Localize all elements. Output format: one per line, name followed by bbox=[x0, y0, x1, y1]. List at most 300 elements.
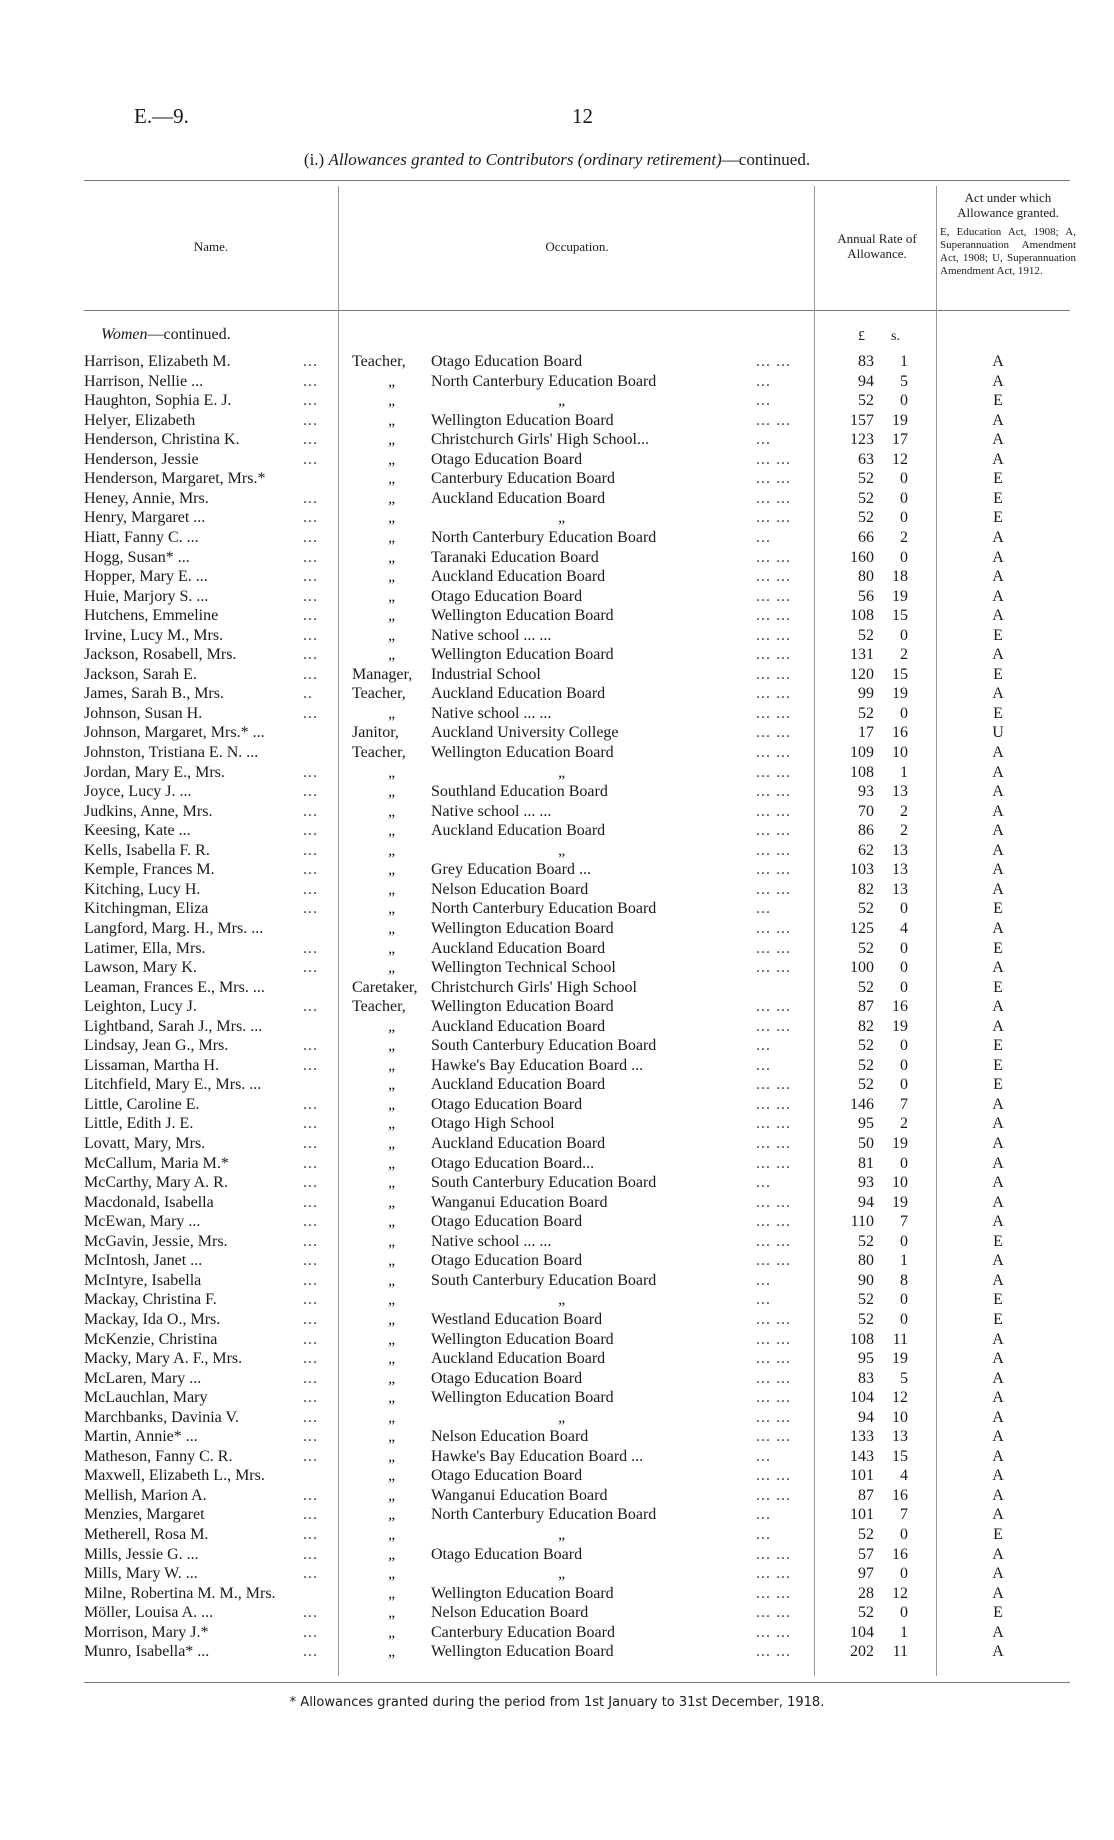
rate-pounds: 160 bbox=[850, 548, 874, 566]
ditto-mark: „ bbox=[388, 470, 397, 488]
act-code: A bbox=[992, 587, 1004, 605]
ditto-mark: „ bbox=[388, 1643, 397, 1661]
rate-shillings: 7 bbox=[900, 1095, 908, 1113]
table-row bbox=[0, 1056, 1114, 1076]
act-code: A bbox=[992, 1643, 1004, 1661]
leader-dots: ... ... bbox=[756, 489, 791, 507]
occupation-body: Native school ... ... bbox=[431, 1232, 552, 1250]
occupation-body: Hawke's Bay Education Board ... bbox=[431, 1056, 644, 1074]
leader-dots: ... ... bbox=[756, 1408, 791, 1426]
rate-pounds: 99 bbox=[858, 685, 874, 703]
act-code: A bbox=[992, 880, 1004, 898]
rate-pounds: 103 bbox=[850, 861, 874, 879]
rate-pounds: 108 bbox=[850, 763, 874, 781]
rate-shillings: 0 bbox=[900, 978, 908, 996]
act-code: A bbox=[992, 1545, 1004, 1563]
table-top-rule bbox=[84, 180, 1070, 181]
ditto-mark: „ bbox=[388, 1056, 397, 1074]
rate-pounds: 93 bbox=[858, 1174, 874, 1192]
caption-italic: Allowances granted to Contributors (ordinary retirement) bbox=[328, 150, 722, 169]
table-row bbox=[0, 978, 1114, 998]
leader-dots: ... ... bbox=[756, 470, 791, 488]
leader-dots: ... bbox=[756, 1056, 771, 1074]
caption-suffix: —continued. bbox=[721, 150, 811, 169]
act-code: A bbox=[992, 528, 1004, 546]
ditto-mark: „ bbox=[388, 1545, 397, 1563]
ditto-mark: „ bbox=[388, 1213, 397, 1231]
act-code: E bbox=[993, 1056, 1003, 1074]
table-row bbox=[0, 1408, 1114, 1428]
rate-shillings: 2 bbox=[900, 646, 908, 664]
act-code: A bbox=[992, 1350, 1004, 1368]
rate-pounds: 133 bbox=[850, 1428, 874, 1446]
ditto-mark: „ bbox=[388, 1291, 397, 1309]
leader-dots: ... ... bbox=[756, 939, 791, 957]
leader-dots: ... ... bbox=[756, 1643, 791, 1661]
rate-shillings: 13 bbox=[892, 783, 908, 801]
rate-shillings: 19 bbox=[892, 587, 908, 605]
rate-pounds: 87 bbox=[858, 998, 874, 1016]
person-name: McCallum, Maria M.* bbox=[84, 1154, 229, 1172]
act-code: A bbox=[992, 431, 1004, 449]
occupation-body: Auckland Education Board bbox=[431, 489, 606, 507]
page-number: 12 bbox=[572, 104, 593, 128]
rate-pounds: 202 bbox=[850, 1643, 874, 1661]
act-code: A bbox=[992, 1467, 1004, 1485]
occupation-body: Christchurch Girls' High School bbox=[431, 978, 637, 996]
occupation-body: Auckland Education Board bbox=[431, 1017, 606, 1035]
occupation-title: Janitor, bbox=[352, 724, 399, 742]
rate-shillings: 8 bbox=[900, 1271, 908, 1289]
rate-pounds: 70 bbox=[858, 802, 874, 820]
rate-shillings: 16 bbox=[892, 998, 908, 1016]
occupation-body: North Canterbury Education Board bbox=[431, 1506, 657, 1524]
leader-dots: ... bbox=[303, 607, 318, 625]
rate-shillings: 0 bbox=[900, 1037, 908, 1055]
leader-dots: ... bbox=[303, 1232, 318, 1250]
occupation-body: Wellington Education Board bbox=[431, 1643, 614, 1661]
rate-pounds: 87 bbox=[858, 1486, 874, 1504]
rate-shillings: 4 bbox=[900, 919, 908, 937]
table-row bbox=[0, 372, 1114, 392]
person-name: Judkins, Anne, Mrs. bbox=[84, 802, 213, 820]
ditto-mark: „ bbox=[388, 411, 397, 429]
act-code: A bbox=[992, 607, 1004, 625]
occupation-title: Caretaker, bbox=[352, 978, 418, 996]
act-code: A bbox=[992, 1271, 1004, 1289]
leader-dots: ... bbox=[303, 1154, 318, 1172]
rate-shillings: 19 bbox=[892, 411, 908, 429]
occupation-body: Wellington Education Board bbox=[431, 1389, 614, 1407]
rate-shillings: 2 bbox=[900, 528, 908, 546]
act-code: E bbox=[993, 1604, 1003, 1622]
table-row bbox=[0, 919, 1114, 939]
ditto-mark: „ bbox=[388, 1135, 397, 1152]
act-code: A bbox=[992, 372, 1004, 390]
leader-dots: ... bbox=[303, 665, 318, 683]
leader-dots: ... bbox=[303, 1135, 318, 1152]
leader-dots: ... bbox=[303, 959, 318, 977]
act-code: A bbox=[992, 1330, 1004, 1348]
ditto-mark: „ bbox=[388, 1447, 397, 1465]
ditto-mark: „ bbox=[388, 1310, 397, 1328]
leader-dots: .. bbox=[303, 685, 313, 703]
rate-pounds: 123 bbox=[850, 431, 874, 449]
leader-dots: ... ... bbox=[756, 822, 791, 840]
occupation-body: Auckland Education Board bbox=[431, 1076, 606, 1094]
leader-dots: ... ... bbox=[756, 744, 791, 761]
rate-pounds: 83 bbox=[858, 353, 874, 370]
leader-dots: ... bbox=[303, 1213, 318, 1231]
act-code: A bbox=[992, 1408, 1004, 1426]
leader-dots: ... ... bbox=[756, 1154, 791, 1172]
rate-pounds: 97 bbox=[858, 1565, 874, 1583]
leader-dots: ... ... bbox=[756, 959, 791, 977]
ditto-mark: „ bbox=[558, 509, 567, 527]
act-code: A bbox=[992, 646, 1004, 664]
act-code: A bbox=[992, 919, 1004, 937]
rate-shillings: 0 bbox=[900, 1154, 908, 1172]
ditto-mark: „ bbox=[388, 1623, 397, 1641]
rate-pounds: 66 bbox=[858, 528, 874, 546]
occupation-body: Wellington Education Board bbox=[431, 1584, 614, 1602]
leader-dots: ... ... bbox=[756, 646, 791, 664]
table-caption bbox=[0, 150, 1114, 170]
ditto-mark: „ bbox=[388, 1408, 397, 1426]
column-header-rate: Annual Rate of Allowance. bbox=[837, 231, 917, 261]
occupation-body: Canterbury Education Board bbox=[431, 470, 615, 488]
occupation-body: Wellington Education Board bbox=[431, 998, 614, 1016]
column-header-occupation: Occupation. bbox=[545, 239, 609, 254]
act-code: A bbox=[992, 1174, 1004, 1192]
person-name: Macdonald, Isabella bbox=[84, 1193, 214, 1211]
act-code: A bbox=[992, 744, 1004, 761]
act-code: A bbox=[992, 1213, 1004, 1231]
person-name: McLaren, Mary ... bbox=[84, 1369, 202, 1387]
rate-pounds: 94 bbox=[858, 372, 874, 390]
occupation-body: Otago Education Board bbox=[431, 353, 583, 370]
occupation-body: Otago Education Board bbox=[431, 1252, 583, 1270]
table-bottom-rule bbox=[84, 1682, 1070, 1683]
table-row bbox=[0, 645, 1114, 665]
occupation-body: Nelson Education Board bbox=[431, 880, 589, 898]
rate-shillings: 11 bbox=[892, 1330, 908, 1348]
leader-dots: ... bbox=[303, 880, 318, 898]
rate-pounds: 131 bbox=[850, 646, 874, 664]
rate-pounds: 62 bbox=[858, 841, 874, 859]
ditto-mark: „ bbox=[388, 568, 397, 586]
rate-shillings: 2 bbox=[900, 802, 908, 820]
occupation-body: Taranaki Education Board bbox=[431, 548, 599, 566]
table-row bbox=[0, 626, 1114, 646]
leader-dots: ... bbox=[303, 1565, 318, 1583]
act-code: A bbox=[992, 1447, 1004, 1465]
person-name: Johnson, Margaret, Mrs.* ... bbox=[84, 724, 265, 742]
rate-shillings: 15 bbox=[892, 1447, 908, 1465]
table-row bbox=[0, 1251, 1114, 1271]
ditto-mark: „ bbox=[388, 704, 397, 722]
occupation-body: Auckland Education Board bbox=[431, 1350, 606, 1368]
act-code: E bbox=[993, 978, 1003, 996]
rate-pounds: 56 bbox=[858, 587, 874, 605]
act-code: A bbox=[992, 1154, 1004, 1172]
rate-shillings: 0 bbox=[900, 470, 908, 488]
leader-dots: ... ... bbox=[756, 1467, 791, 1485]
table-header-rule bbox=[84, 310, 1070, 311]
person-name: Hiatt, Fanny C. ... bbox=[84, 528, 199, 546]
rate-shillings: 0 bbox=[900, 626, 908, 644]
ditto-mark: „ bbox=[388, 626, 397, 644]
ditto-mark: „ bbox=[388, 763, 397, 781]
act-code: E bbox=[993, 1526, 1003, 1543]
person-name: Kitching, Lucy H. bbox=[84, 880, 201, 898]
leader-dots: ... ... bbox=[756, 1213, 791, 1231]
person-name: Haughton, Sophia E. J. bbox=[84, 392, 232, 410]
leader-dots: ... ... bbox=[756, 1389, 791, 1407]
rate-shillings: 0 bbox=[900, 392, 908, 410]
person-name: McGavin, Jessie, Mrs. bbox=[84, 1232, 228, 1250]
rate-shillings: 10 bbox=[892, 1174, 908, 1192]
leader-dots: ... bbox=[303, 450, 318, 468]
leader-dots: ... bbox=[756, 431, 771, 449]
person-name: Leighton, Lucy J. bbox=[84, 998, 197, 1016]
table-row bbox=[0, 880, 1114, 900]
person-name: Latimer, Ella, Mrs. bbox=[84, 939, 206, 957]
leader-dots: ... bbox=[303, 646, 318, 664]
person-name: Lightband, Sarah J., Mrs. ... bbox=[84, 1017, 263, 1035]
table-row bbox=[0, 782, 1114, 802]
leader-dots: ... bbox=[303, 841, 318, 859]
occupation-body: Auckland University College bbox=[431, 724, 619, 742]
ditto-mark: „ bbox=[388, 372, 397, 390]
rate-shillings: 17 bbox=[892, 431, 908, 449]
leader-dots: ... ... bbox=[756, 587, 791, 605]
occupation-body: Southland Education Board bbox=[431, 783, 608, 801]
table-row bbox=[0, 1525, 1114, 1545]
ditto-mark: „ bbox=[388, 1369, 397, 1387]
act-code: U bbox=[992, 724, 1004, 742]
occupation-body: Auckland Education Board bbox=[431, 939, 606, 957]
act-code: A bbox=[992, 1506, 1004, 1524]
table-row bbox=[0, 841, 1114, 861]
occupation-body: Otago Education Board... bbox=[431, 1154, 595, 1172]
person-name: Leaman, Frances E., Mrs. ... bbox=[84, 978, 265, 996]
table-row bbox=[0, 1584, 1114, 1604]
table-row bbox=[0, 939, 1114, 959]
rate-shillings: 0 bbox=[900, 548, 908, 566]
leader-dots: ... bbox=[756, 372, 771, 390]
table-row bbox=[0, 1603, 1114, 1623]
rate-shillings: 0 bbox=[900, 900, 908, 918]
ditto-mark: „ bbox=[388, 431, 397, 449]
leader-dots: ... ... bbox=[756, 1252, 791, 1270]
act-code: A bbox=[992, 1115, 1004, 1133]
rate-pounds: 101 bbox=[850, 1467, 874, 1485]
person-name: Johnston, Tristiana E. N. ... bbox=[84, 744, 259, 761]
leader-dots: ... ... bbox=[756, 685, 791, 703]
occupation-body: Canterbury Education Board bbox=[431, 1623, 615, 1641]
table-row bbox=[0, 763, 1114, 783]
person-name: Martin, Annie* ... bbox=[84, 1428, 198, 1446]
occupation-body: Nelson Education Board bbox=[431, 1604, 589, 1622]
occupation-body: South Canterbury Education Board bbox=[431, 1271, 657, 1289]
leader-dots: ... bbox=[303, 353, 318, 370]
table-row bbox=[0, 1447, 1114, 1467]
occupation-body: Otago Education Board bbox=[431, 1213, 583, 1231]
rate-pounds: 52 bbox=[858, 1076, 874, 1094]
ditto-mark: „ bbox=[558, 1408, 567, 1426]
rate-shillings: 12 bbox=[892, 450, 908, 468]
leader-dots: ... bbox=[303, 1252, 318, 1270]
rate-shillings: 15 bbox=[892, 607, 908, 625]
leader-dots: ... bbox=[303, 1350, 318, 1368]
rate-shillings: 10 bbox=[892, 744, 908, 761]
leader-dots: ... ... bbox=[756, 1232, 791, 1250]
act-code: E bbox=[993, 626, 1003, 644]
rate-shillings: 0 bbox=[900, 489, 908, 507]
ditto-mark: „ bbox=[558, 1526, 567, 1543]
rate-shillings: 0 bbox=[900, 704, 908, 722]
ditto-mark: „ bbox=[388, 822, 397, 840]
ditto-mark: „ bbox=[388, 1584, 397, 1602]
leader-dots: ... bbox=[303, 802, 318, 820]
occupation-body: Auckland Education Board bbox=[431, 685, 606, 703]
act-code: A bbox=[992, 1369, 1004, 1387]
section-heading bbox=[101, 326, 231, 344]
person-name: Huie, Marjory S. ... bbox=[84, 587, 209, 605]
person-name: Maxwell, Elizabeth L., Mrs. bbox=[84, 1467, 265, 1485]
act-code: A bbox=[992, 802, 1004, 820]
column-header-act bbox=[940, 190, 1076, 278]
rate-shillings: 7 bbox=[900, 1213, 908, 1231]
occupation-body: Wellington Education Board bbox=[431, 919, 614, 937]
leader-dots: ... bbox=[303, 1408, 318, 1426]
leader-dots: ... ... bbox=[756, 607, 791, 625]
leader-dots: ... ... bbox=[756, 548, 791, 566]
table-row bbox=[0, 997, 1114, 1017]
ditto-mark: „ bbox=[388, 646, 397, 664]
table-row bbox=[0, 899, 1114, 919]
table-row bbox=[0, 1310, 1114, 1330]
table-row bbox=[0, 352, 1114, 372]
table-row bbox=[0, 1017, 1114, 1037]
rate-shillings: 0 bbox=[900, 959, 908, 977]
act-code: A bbox=[992, 1389, 1004, 1407]
leader-dots: ... ... bbox=[756, 1076, 791, 1094]
rate-shillings: 0 bbox=[900, 1291, 908, 1309]
rate-shillings: 0 bbox=[900, 939, 908, 957]
unit-pounds: £ bbox=[858, 329, 865, 344]
rate-shillings: 0 bbox=[900, 509, 908, 527]
leader-dots: ... ... bbox=[756, 1584, 791, 1602]
leader-dots: ... bbox=[303, 411, 318, 429]
act-code: A bbox=[992, 1623, 1004, 1641]
leader-dots: ... ... bbox=[756, 1369, 791, 1387]
leader-dots: ... bbox=[303, 372, 318, 390]
ditto-mark: „ bbox=[388, 1486, 397, 1504]
leader-dots: ... bbox=[756, 1271, 771, 1289]
leader-dots: ... ... bbox=[756, 1565, 791, 1583]
ditto-mark: „ bbox=[388, 1467, 397, 1485]
leader-dots: ... ... bbox=[756, 626, 791, 644]
person-name: Harrison, Elizabeth M. bbox=[84, 353, 231, 370]
table-row bbox=[0, 1505, 1114, 1525]
rate-pounds: 95 bbox=[858, 1115, 874, 1133]
leader-dots: ... bbox=[303, 548, 318, 566]
rate-pounds: 17 bbox=[858, 724, 874, 742]
ditto-mark: „ bbox=[388, 1350, 397, 1368]
occupation-body: Westland Education Board bbox=[431, 1310, 603, 1328]
leader-dots: ... ... bbox=[756, 450, 791, 468]
ditto-mark: „ bbox=[388, 861, 397, 879]
leader-dots: ... bbox=[303, 1623, 318, 1641]
person-name: Mackay, Christina F. bbox=[84, 1291, 217, 1309]
act-code: E bbox=[993, 489, 1003, 507]
act-code: A bbox=[992, 1565, 1004, 1583]
rate-pounds: 52 bbox=[858, 1056, 874, 1074]
rate-shillings: 19 bbox=[892, 1350, 908, 1368]
person-name: Kitchingman, Eliza bbox=[84, 900, 209, 918]
act-code: E bbox=[993, 1310, 1003, 1328]
leader-dots: ... ... bbox=[756, 1623, 791, 1641]
leader-dots: ... ... bbox=[756, 704, 791, 722]
person-name: Morrison, Mary J.* bbox=[84, 1623, 209, 1641]
table-row bbox=[0, 1427, 1114, 1447]
ditto-mark: „ bbox=[388, 587, 397, 605]
table-row bbox=[0, 587, 1114, 607]
leader-dots: ... ... bbox=[756, 1545, 791, 1563]
ditto-mark: „ bbox=[388, 1604, 397, 1622]
leader-dots: ... bbox=[303, 1310, 318, 1328]
rate-shillings: 19 bbox=[892, 685, 908, 703]
person-name: Mackay, Ida O., Mrs. bbox=[84, 1310, 221, 1328]
leader-dots: ... ... bbox=[756, 665, 791, 683]
rate-shillings: 4 bbox=[900, 1467, 908, 1485]
person-name: Mills, Mary W. ... bbox=[84, 1565, 198, 1583]
leader-dots: ... bbox=[303, 626, 318, 644]
rate-shillings: 16 bbox=[892, 724, 908, 742]
table-row bbox=[0, 1075, 1114, 1095]
person-name: Joyce, Lucy J. ... bbox=[84, 783, 192, 801]
rate-pounds: 52 bbox=[858, 978, 874, 996]
leader-dots: ... bbox=[303, 1506, 318, 1524]
person-name: McKenzie, Christina bbox=[84, 1330, 218, 1348]
ditto-mark: „ bbox=[558, 1565, 567, 1583]
rate-shillings: 13 bbox=[892, 841, 908, 859]
act-code: E bbox=[993, 1076, 1003, 1094]
rate-shillings: 0 bbox=[900, 1310, 908, 1328]
leader-dots: ... bbox=[303, 1095, 318, 1113]
table-row bbox=[0, 1095, 1114, 1115]
leader-dots: ... bbox=[756, 392, 771, 410]
leader-dots: ... ... bbox=[756, 998, 791, 1016]
leader-dots: ... ... bbox=[756, 1330, 791, 1348]
rate-shillings: 16 bbox=[892, 1486, 908, 1504]
ditto-mark: „ bbox=[558, 1291, 567, 1309]
occupation-body: Christchurch Girls' High School... bbox=[431, 431, 649, 449]
table-row bbox=[0, 1388, 1114, 1408]
rate-pounds: 52 bbox=[858, 1232, 874, 1250]
occupation-body: North Canterbury Education Board bbox=[431, 900, 657, 918]
ditto-mark: „ bbox=[388, 900, 397, 918]
rate-shillings: 2 bbox=[900, 1115, 908, 1133]
rate-pounds: 52 bbox=[858, 470, 874, 488]
leader-dots: ... bbox=[303, 939, 318, 957]
act-code: E bbox=[993, 1232, 1003, 1250]
ditto-mark: „ bbox=[388, 548, 397, 566]
occupation-body: North Canterbury Education Board bbox=[431, 372, 657, 390]
leader-dots: ... bbox=[303, 998, 318, 1016]
